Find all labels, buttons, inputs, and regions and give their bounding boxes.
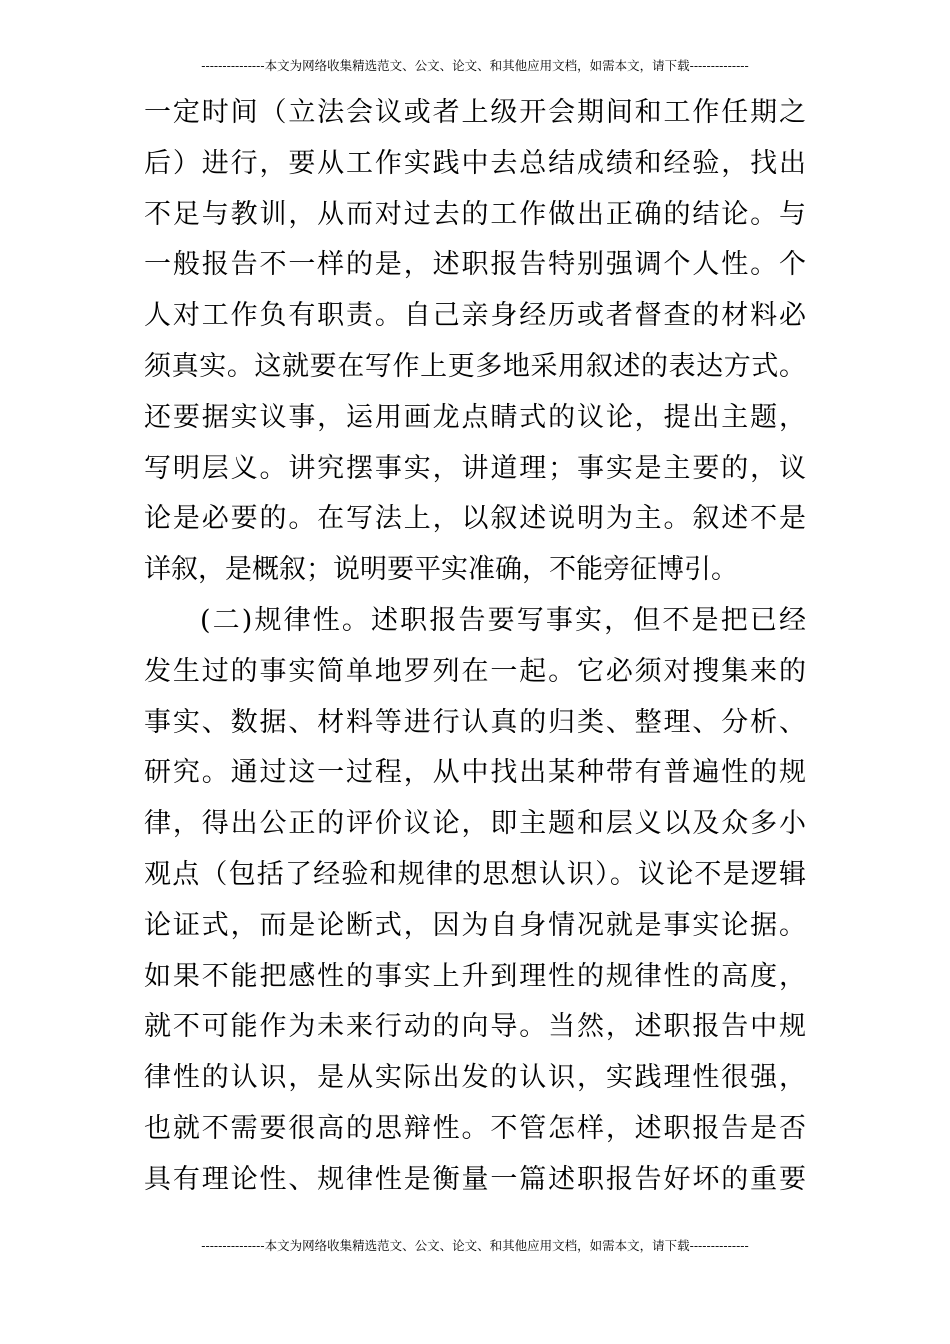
body-line: 一般报告不一样的是，述职报告特别强调个人性。个 — [144, 249, 806, 281]
body-line: 写明层义。讲究摆事实，讲道理；事实是主要的，议 — [144, 452, 806, 484]
body-line: 须真实。这就要在写作上更多地采用叙述的表达方式。 — [144, 350, 806, 382]
body-line: 还要据实议事，运用画龙点睛式的议论，提出主题， — [144, 401, 806, 433]
page-footer: ---------------本文为网络收集精选范文、公文、论文、和其他应用文档，如需本文，请下载-------------- — [201, 1238, 749, 1253]
body-line: 详叙，是概叙；说明要平实准确，不能旁征博引。 — [144, 554, 738, 586]
body-line: 律，得出公正的评价议论，即主题和层义以及众多小 — [144, 808, 806, 840]
body-line: 律性的认识，是从实际出发的认识，实践理性很强， — [144, 1062, 806, 1094]
body-line: 后）进行，要从工作实践中去总结成绩和经验，找出 — [144, 147, 806, 179]
body-line: 人对工作负有职责。自己亲身经历或者督查的材料必 — [144, 300, 806, 332]
body-line: 观点（包括了经验和规律的思想认识）。议论不是逻辑 — [144, 858, 806, 890]
body-line: 论证式，而是论断式，因为自身情况就是事实论据。 — [144, 909, 806, 941]
body-line: 如果不能把感性的事实上升到理性的规律性的高度， — [144, 960, 806, 992]
body-line: 发生过的事实简单地罗列在一起。它必须对搜集来的 — [144, 655, 806, 687]
body-line: 也就不需要很高的思辩性。不管怎样，述职报告是否 — [144, 1112, 806, 1144]
paragraph-start-line: (二)规律性。述职报告要写事实，但不是把已经 — [200, 604, 806, 636]
body-line: 就不可能作为未来行动的向导。当然，述职报告中规 — [144, 1011, 806, 1043]
body-line: 事实、数据、材料等进行认真的归类、整理、分析、 — [144, 706, 806, 738]
body-line: 具有理论性、规律性是衡量一篇述职报告好坏的重要 — [144, 1163, 806, 1195]
body-line: 一定时间（立法会议或者上级开会期间和工作任期之 — [144, 97, 806, 128]
body-line: 研究。通过这一过程，从中找出某种带有普遍性的规 — [144, 757, 806, 789]
page-header: ---------------本文为网络收集精选范文、公文、论文、和其他应用文档，如需本文，请下载-------------- — [201, 58, 749, 73]
document-body — [144, 88, 806, 1206]
body-line: 论是必要的。在写法上，以叙述说明为主。叙述不是 — [144, 503, 806, 535]
body-line: 不足与教训，从而对过去的工作做出正确的结论。与 — [144, 198, 806, 230]
